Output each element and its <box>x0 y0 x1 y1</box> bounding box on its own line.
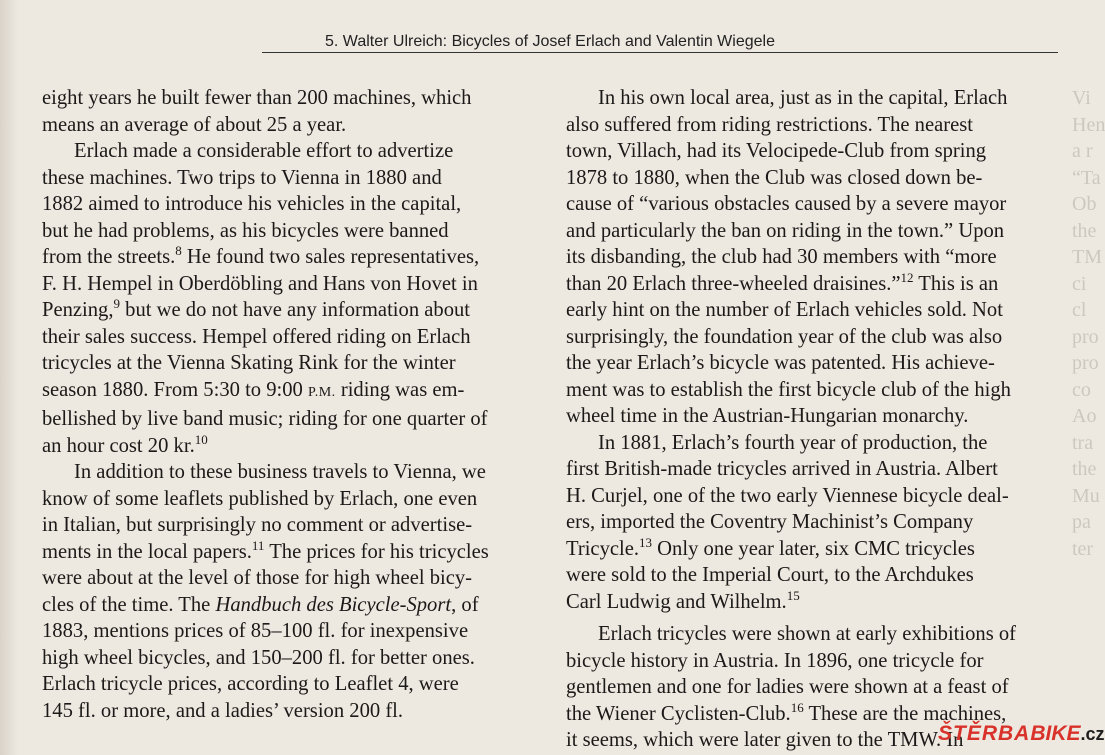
page-gutter-shadow <box>0 0 18 755</box>
paragraph-advertizing <box>42 138 540 459</box>
watermark-domain: .cz <box>1080 724 1105 744</box>
text-line: In addition to these business travels to Vienna, we <box>74 461 486 483</box>
text-line: also suffered from riding restrictions. The nearest <box>566 113 973 136</box>
text-line: Erlach tricycles were shown at early exhibitions of <box>598 623 1017 645</box>
text-line <box>42 539 540 566</box>
footnote-ref-13: 13 <box>639 534 653 550</box>
bleed-line: ter <box>1072 537 1094 560</box>
text-run: season 1880. From 5:30 to 9:00 <box>42 378 308 401</box>
bleed-line: TM <box>1072 246 1102 268</box>
footnote-ref-16: 16 <box>790 699 804 715</box>
bleed-line: cl <box>1072 299 1087 321</box>
bleed-line: Ob <box>1072 193 1097 215</box>
site-watermark <box>938 722 1105 746</box>
bleed-line: a r <box>1072 140 1093 162</box>
text-line: in Italian, but surprisingly no comment or advertise- <box>42 514 473 536</box>
text-run: Carl Ludwig and Wilhelm. <box>566 590 787 613</box>
text-line: cause of “various obstacles caused by a severe mayor <box>566 193 1007 215</box>
text-run: an hour cost 20 kr. <box>42 434 195 457</box>
text-line: it seems, which were later given to the TMW. In <box>566 729 964 751</box>
header-rule <box>262 52 1058 53</box>
bleed-line: the <box>1072 219 1097 242</box>
text-run: , of <box>451 593 479 616</box>
text-line: high wheel bicycles, and 150–200 fl. for better ones. <box>42 646 475 669</box>
bleed-line: Hen <box>1072 113 1105 136</box>
text-line: Erlach made a considerable effort to advertize <box>74 140 454 162</box>
bleed-line: Vi <box>1072 87 1091 109</box>
text-run: riding was em- <box>335 378 465 401</box>
text-line: early hint on the number of Erlach vehicles sold. Not <box>566 299 1003 321</box>
text-line: Erlach tricycle prices, according to Leaflet 4, were <box>42 673 459 695</box>
text-run: Tricycle. <box>566 537 640 560</box>
footnote-ref-15: 15 <box>786 587 800 603</box>
text-line: In 1881, Erlach’s fourth year of production, the <box>598 431 988 454</box>
text-line: and particularly the ban on riding in the town.” Upon <box>566 219 1005 242</box>
text-line <box>42 433 540 460</box>
text-line: gentlemen and one for ladies were shown at a feast of <box>566 676 1009 698</box>
text-line: F. H. Hempel in Oberdöbling and Hans von Hovet in <box>42 272 478 295</box>
text-run: ments in the local papers. <box>42 540 252 563</box>
bleed-line: Mu <box>1072 484 1100 507</box>
text-line: bicycle history in Austria. In 1896, one tricycle for <box>566 649 984 672</box>
text-run: the Wiener Cyclisten-Club. <box>566 702 791 725</box>
text-line <box>42 377 540 407</box>
text-line: 145 fl. or more, and a ladies’ version 200 fl. <box>42 699 404 722</box>
text-line: know of some leaflets published by Erlach, one even <box>42 487 478 510</box>
bleed-line: pro <box>1072 352 1099 374</box>
text-line: 1883, mentions prices of 85–100 fl. for inexpensive <box>42 620 469 642</box>
book-title: Handbuch des Bicycle-Sport <box>215 593 452 616</box>
text-run: cles of the time. The <box>42 593 216 616</box>
text-line <box>566 536 1066 563</box>
bleed-line: pro <box>1072 325 1099 348</box>
text-run: Penzing, <box>42 299 114 321</box>
footnote-ref-8: 8 <box>175 243 182 259</box>
text-line: ment was to establish the first bicycle club of the high <box>566 378 1011 401</box>
text-line <box>42 297 540 324</box>
bleed-line: pa <box>1072 511 1091 533</box>
bleed-line: Ao <box>1072 405 1097 427</box>
bleed-line: tra <box>1072 431 1094 454</box>
footnote-ref-12: 12 <box>900 269 914 285</box>
text-line: means an average of about 25 a year. <box>42 113 347 136</box>
text-line: were about at the level of those for high wheel bicy- <box>42 567 473 589</box>
text-line: In his own local area, just as in the capital, Erlach <box>598 87 1008 109</box>
bleed-line: the <box>1072 458 1097 480</box>
text-run: Only one year later, six CMC tricycles <box>652 537 975 560</box>
bleed-line: “Ta <box>1072 166 1101 189</box>
text-run: The prices for his tricycles <box>264 540 489 563</box>
paragraph-leaflets <box>42 459 540 724</box>
text-line: H. Curjel, one of the two early Viennese bicycle deal- <box>566 484 1009 507</box>
text-line: first British-made tricycles arrived in Austria. Albert <box>566 458 998 480</box>
watermark-text: ŠTĚRBA <box>938 722 1031 745</box>
text-line: the year Erlach’s bicycle was patented. His achieve- <box>566 352 995 374</box>
text-run: These are the machines, <box>803 702 1007 725</box>
running-header: 5. Walter Ulreich: Bicycles of Josef Erlach and Valentin Wiegele <box>325 33 775 50</box>
small-caps-pm: P.M. <box>308 384 336 400</box>
footnote-ref-11: 11 <box>251 537 265 553</box>
left-column <box>42 85 540 724</box>
paragraph-british-tricycles <box>566 430 1066 616</box>
text-run: but we do not have any information about <box>120 299 471 321</box>
text-line: bellished by live band music; riding for one quarter of <box>42 408 488 430</box>
text-run: This is an <box>913 272 999 295</box>
footnote-ref-9: 9 <box>113 296 120 312</box>
text-line: 1882 aimed to introduce his vehicles in the capital, <box>42 193 462 215</box>
bleed-line: co <box>1072 378 1091 401</box>
text-line: eight years he built fewer than 200 machines, which <box>42 87 472 109</box>
right-column <box>566 85 1066 754</box>
text-line: their sales success. Hempel offered riding on Erlach <box>42 325 471 348</box>
text-line <box>42 244 540 271</box>
text-line <box>566 589 1066 616</box>
paragraph-restrictions <box>566 85 1066 430</box>
bleed-line: ci <box>1072 272 1087 295</box>
text-run: than 20 Erlach three-wheeled draisines.” <box>566 272 901 295</box>
text-line <box>42 592 540 619</box>
text-line: wheel time in the Austrian-Hungarian monarchy. <box>566 405 969 427</box>
text-line: town, Villach, had its Velocipede-Club from spring <box>566 140 987 162</box>
watermark-text: BIKE <box>1030 722 1081 745</box>
text-run: He found two sales representatives, <box>181 246 480 268</box>
text-line: these machines. Two trips to Vienna in 1880 and <box>42 166 442 189</box>
text-line: were sold to the Imperial Court, to the Archdukes <box>566 564 974 586</box>
footnote-ref-10: 10 <box>194 431 208 447</box>
text-line: 1878 to 1880, when the Club was closed down be- <box>566 166 983 189</box>
text-line: surprisingly, the foundation year of the club was also <box>566 325 1003 348</box>
text-line <box>566 271 1066 298</box>
text-line: but he had problems, as his bicycles were banned <box>42 219 449 242</box>
paragraph-continued <box>42 85 540 138</box>
text-line: tricycles at the Vienna Skating Rink for the winter <box>42 352 456 374</box>
text-line: its disbanding, the club had 30 members with “more <box>566 246 997 268</box>
text-line: ers, imported the Coventry Machinist’s Company <box>566 511 974 533</box>
text-run: from the streets. <box>42 246 176 268</box>
